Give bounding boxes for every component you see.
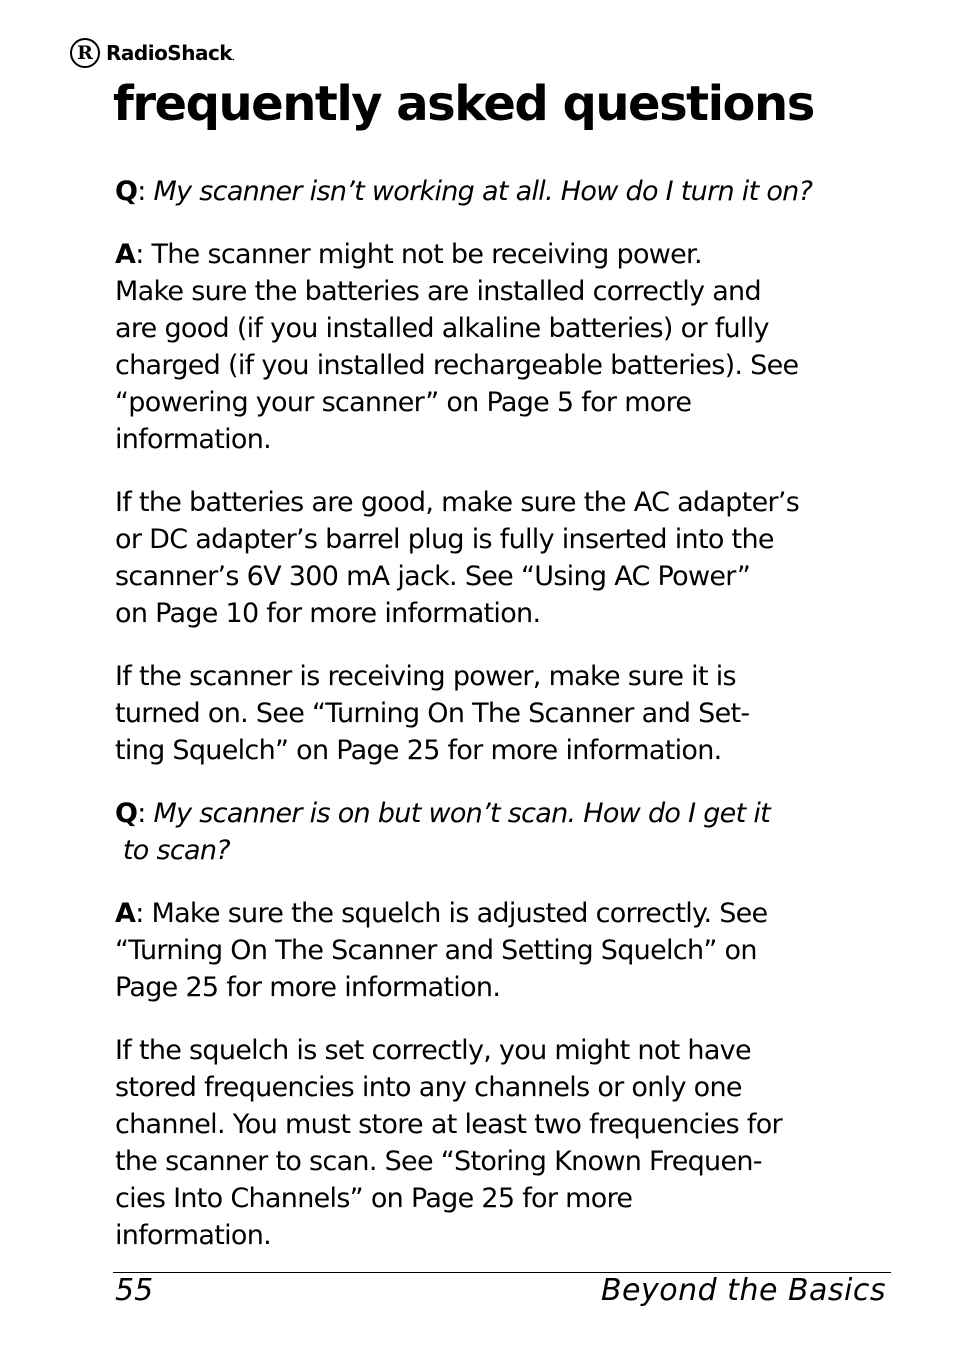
answer-line: Page 25 for more information. — [115, 972, 501, 1003]
paragraph-line: the scanner to scan. See “Storing Known Frequen- — [115, 1146, 762, 1177]
logo-wordmark-text: RadioShack — [106, 41, 233, 65]
question-text: My scanner isn’t working at all. How do I turn it on? — [153, 176, 813, 207]
paragraph-batteries — [115, 484, 905, 632]
paragraph-squelch — [115, 1032, 905, 1254]
answer-label: A — [115, 898, 136, 929]
paragraph-line: If the squelch is set correctly, you might not have — [115, 1035, 751, 1066]
answer-line: “powering your scanner” on Page 5 for more — [115, 387, 692, 418]
paragraph-line: scanner’s 6V 300 mA jack. See “Using AC Power” — [115, 561, 751, 592]
question-1 — [115, 173, 905, 210]
answer-line — [115, 236, 905, 273]
paragraph-line: on Page 10 for more information. — [115, 598, 541, 629]
question-2 — [115, 795, 905, 869]
answer-text: : Make sure the squelch is adjusted correctly. See — [135, 898, 768, 929]
question-label: Q — [115, 798, 138, 829]
logo-wordmark — [106, 41, 234, 65]
question-separator: : — [137, 798, 154, 829]
answer-line: Make sure the batteries are installed correctly and — [115, 276, 761, 307]
answer-text: : The scanner might not be receiving power. — [135, 239, 702, 270]
section-name: Beyond the Basics — [600, 1273, 886, 1308]
answer-line — [115, 895, 905, 932]
page-number: 55 — [115, 1273, 154, 1308]
answer-label: A — [115, 239, 136, 270]
paragraph-line: channel. You must store at least two frequencies for — [115, 1109, 782, 1140]
radioshack-logo — [70, 38, 234, 68]
question-line — [115, 795, 905, 832]
answer-line: are good (if you installed alkaline batteries) or fully — [115, 313, 769, 344]
answer-1 — [115, 236, 905, 458]
paragraph-line: If the scanner is receiving power, make sure it is — [115, 661, 736, 692]
paragraph-line: stored frequencies into any channels or only one — [115, 1072, 742, 1103]
paragraph-power — [115, 658, 905, 769]
paragraph-line: ting Squelch” on Page 25 for more information. — [115, 735, 722, 766]
paragraph-line: or DC adapter’s barrel plug is fully inserted into the — [115, 524, 774, 555]
question-line: to scan? — [115, 835, 230, 866]
page-title: frequently asked questions — [113, 76, 814, 132]
registered-r-icon: R — [70, 38, 100, 68]
question-separator: : — [137, 176, 154, 207]
paragraph-line: information. — [115, 1220, 272, 1251]
logo-trademark-dot: . — [232, 54, 235, 62]
answer-line: information. — [115, 424, 272, 455]
paragraph-line: cies Into Channels” on Page 25 for more — [115, 1183, 633, 1214]
faq-content — [115, 173, 905, 1280]
paragraph-line: turned on. See “Turning On The Scanner and Set- — [115, 698, 750, 729]
answer-2 — [115, 895, 905, 1006]
question-label: Q — [115, 176, 138, 207]
paragraph-line: If the batteries are good, make sure the AC adapter’s — [115, 487, 800, 518]
question-text: My scanner is on but won’t scan. How do I get it — [153, 798, 771, 829]
answer-line: “Turning On The Scanner and Setting Squelch” on — [115, 935, 757, 966]
answer-line: charged (if you installed rechargeable batteries). See — [115, 350, 799, 381]
